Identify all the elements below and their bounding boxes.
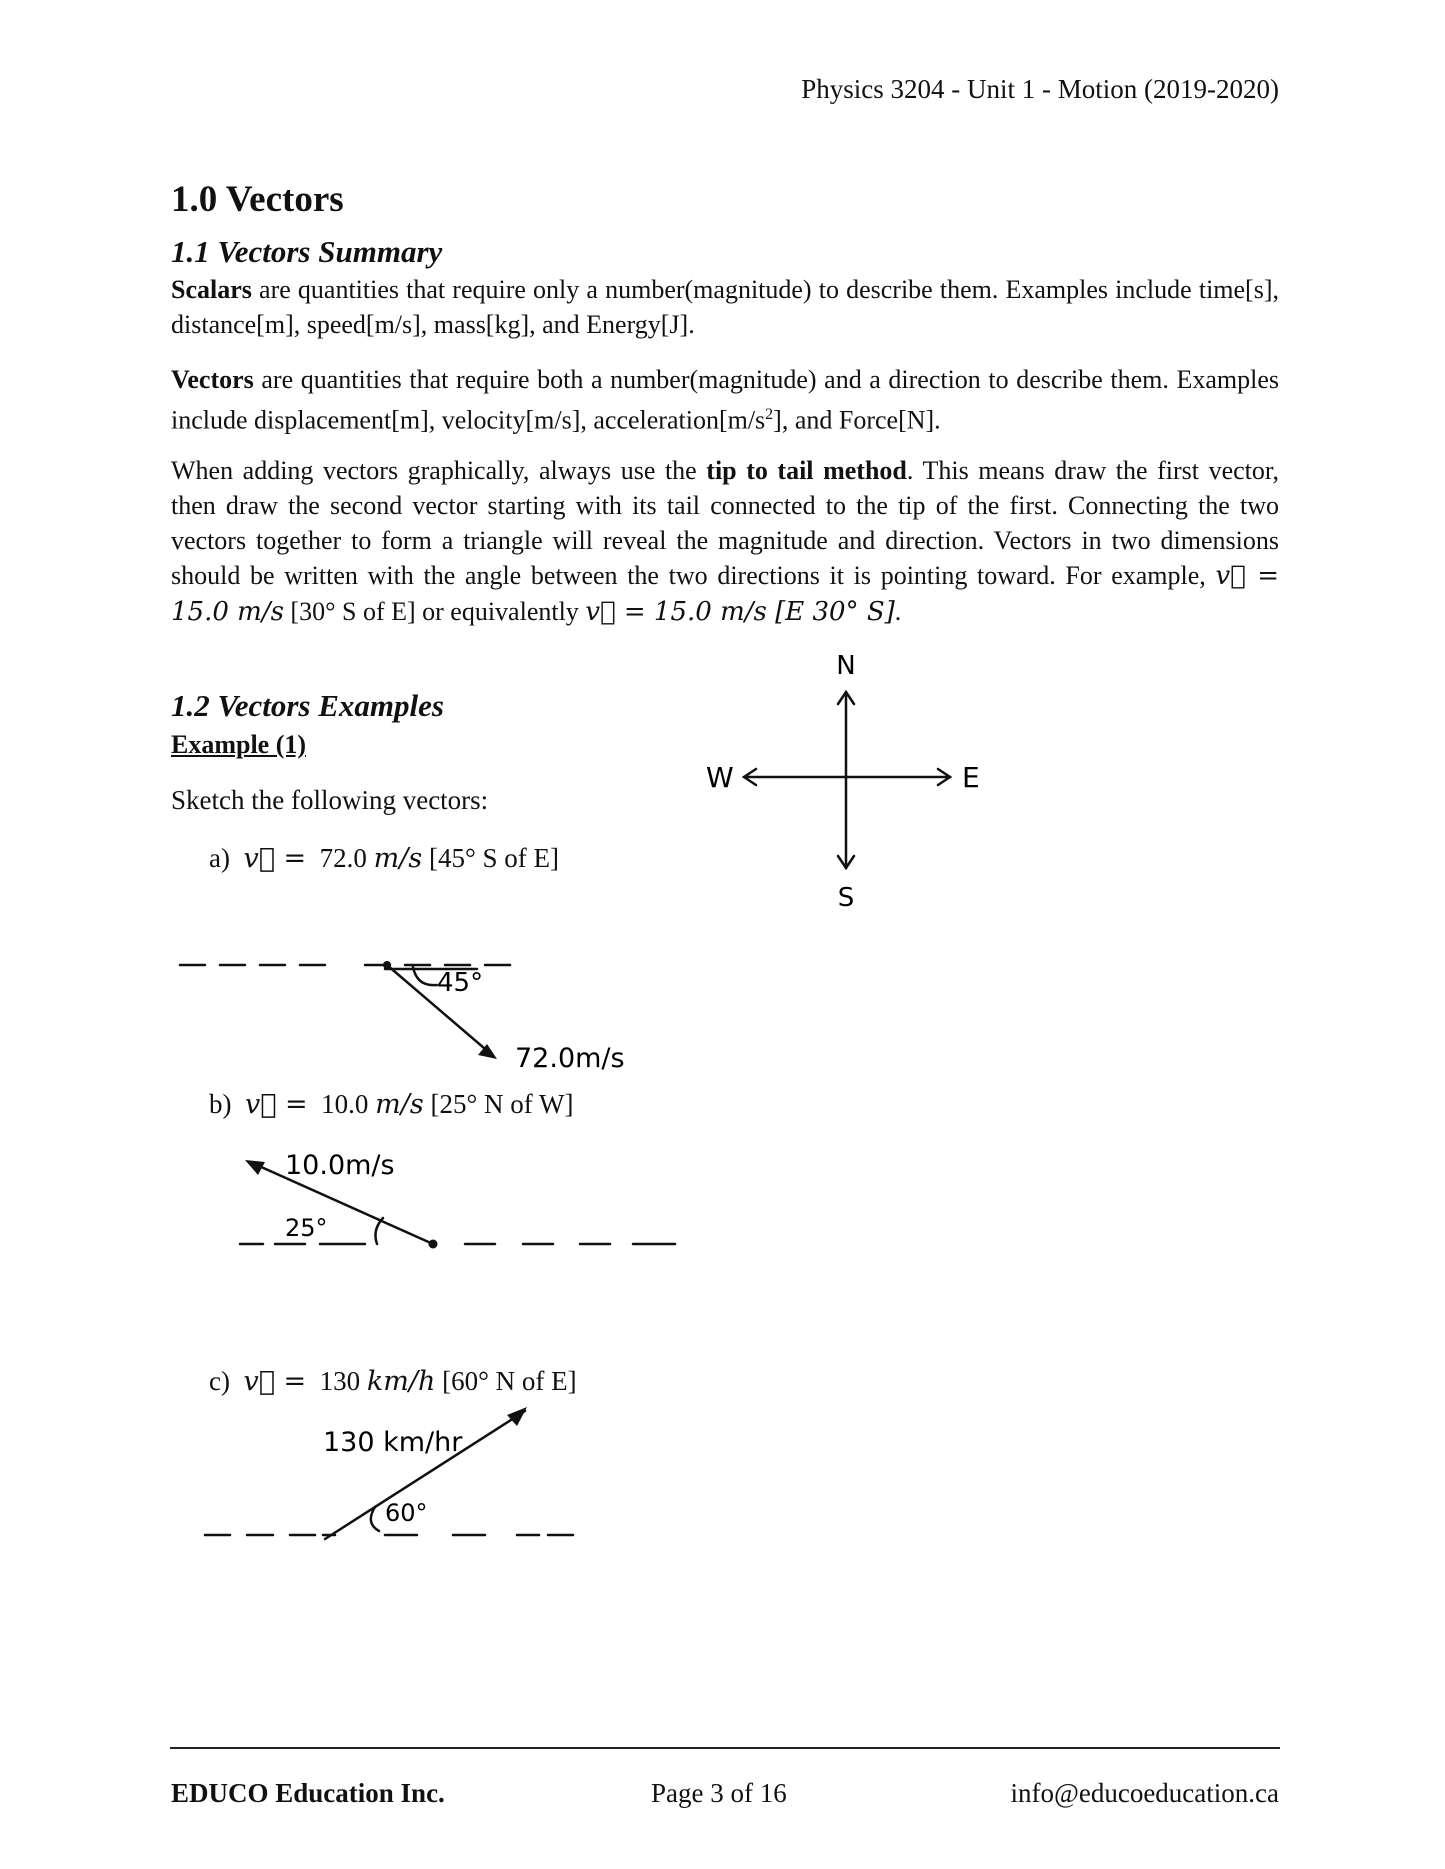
vector-label-a: 72.0m/s (515, 1043, 625, 1074)
arrowhead-icon (507, 1407, 527, 1426)
item-a (209, 843, 559, 874)
item-unit: m/s (373, 843, 423, 874)
vectors-term: Vectors (171, 365, 254, 394)
item-letter: b) (209, 1089, 232, 1119)
tip-to-tail-paragraph (171, 453, 1279, 630)
item-b (209, 1089, 574, 1120)
angle-label-c: 60° (385, 1499, 428, 1527)
vector-label-b: 10.0m/s (285, 1150, 395, 1181)
tip-text-4: . (894, 597, 902, 626)
item-variable: v⃗ = (243, 843, 307, 874)
sketch-a (175, 945, 675, 1075)
tip-text-1: When adding vectors graphically, always use the (171, 456, 707, 485)
scalars-paragraph (171, 272, 1279, 342)
tip-text-2: . This means draw the first vector, then draw the second vector starting with its tail connected to the tip of the first. Connecting the two vectors together to form a triangle will reveal the magnitude and direction. Vectors in two dimensions should be written with the angle between the two directions it is pointing toward. For example, (171, 456, 1279, 590)
compass-east-label: E (962, 761, 980, 794)
instruction-text: Sketch the following vectors: (171, 785, 489, 815)
angle-label-a: 45° (437, 968, 484, 998)
vectors-text-2: ], and Force[N]. (773, 405, 941, 435)
sketch-b (225, 1140, 695, 1270)
tip-equation-2: v⃗ = 15.0 m/s [E 30° S] (585, 597, 895, 627)
item-value: 72.0 (319, 843, 367, 873)
item-variable: v⃗ = (245, 1089, 308, 1120)
example-label: Example (1) (171, 730, 307, 759)
item-value: 130 (319, 1366, 361, 1396)
vectors-superscript: 2 (765, 406, 774, 423)
sketch-c (195, 1395, 675, 1555)
item-value: 10.0 (321, 1089, 369, 1119)
footer-company: EDUCO Education Inc. (171, 1778, 445, 1808)
vectors-text-1: are quantities that require both a number(magnitude) and a direction to describe them. Examples include displacement[m], velocity[m/s], acceleration[m/s (171, 365, 1279, 435)
vectors-paragraph (171, 362, 1279, 438)
footer-divider (170, 1747, 1280, 1749)
page-header: Physics 3204 - Unit 1 - Motion (2019-2020) (801, 74, 1279, 104)
footer-page-number: Page 3 of 16 (651, 1778, 787, 1808)
item-unit: m/s (375, 1089, 424, 1120)
item-direction: [25° N of W] (430, 1089, 574, 1119)
compass-south-label: S (837, 883, 855, 913)
tip-text-3: [30° S of E] or equivalently (283, 597, 586, 626)
item-direction: [60° N of E] (442, 1366, 577, 1396)
angle-label-b: 25° (285, 1214, 328, 1242)
examples-title: 1.2 Vectors Examples (171, 688, 444, 723)
item-unit: km/h (366, 1366, 436, 1397)
arrowhead-icon (245, 1160, 265, 1175)
footer-email[interactable]: info@educoeducation.ca (1010, 1778, 1279, 1808)
item-variable: v⃗ = (243, 1366, 307, 1397)
tip-equation-1: v⃗ = 15.0 m/s (171, 561, 1280, 627)
section-title: 1.0 Vectors (171, 179, 344, 220)
vector-label-c: 130 km/hr (323, 1427, 463, 1458)
item-c (209, 1366, 577, 1397)
compass-west-label: W (706, 761, 734, 794)
item-direction: [45° S of E] (428, 843, 559, 873)
summary-title: 1.1 Vectors Summary (171, 234, 443, 269)
item-letter: c) (209, 1366, 230, 1396)
scalars-text: are quantities that require only a number(magnitude) to describe them. Examples include time[s], distance[m], speed[m/s], mass[kg], and Energy[J]. (171, 275, 1279, 339)
compass-sketch (690, 650, 1010, 920)
compass-north-label: N (836, 651, 856, 681)
tip-term: tip to tail method (706, 456, 907, 485)
item-letter: a) (209, 843, 230, 873)
scalars-term: Scalars (171, 275, 252, 304)
